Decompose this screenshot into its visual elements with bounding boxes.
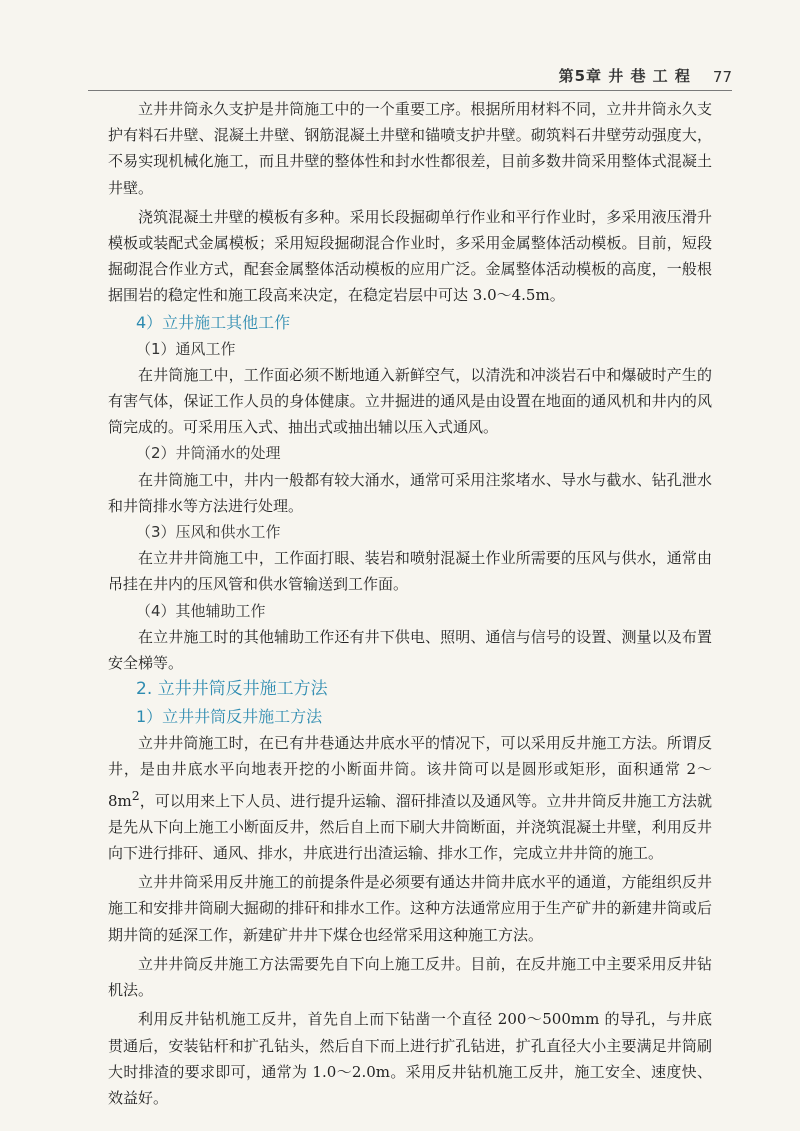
paragraph-text: ，可以用来上下人员、进行提升运输、溜矸排渣以及通风等。立井井筒反井施工方法就是先从下向上施工小断面反井，然后自上而下刷大井筒断面，并浇筑混凝土井壁，利用反井向下进行排矸、通风、排水，井底进行出渣运输、排水工作，完成立井井筒的施工。 <box>108 791 712 863</box>
subsection-heading: （4）其他辅助工作 <box>136 601 266 620</box>
subsection-heading: （3）压风和供水工作 <box>136 523 281 542</box>
paragraph: 利用反井钻机施工反井，首先自上而下钻凿一个直径 200～500mm 的导孔，与井底贯通后，安装钻杆和扩孔钻头，然后自下而上进行扩孔钻进，扩孔直径大小主要满足井筒刷大时排渣的要求即可，通常为 1.0～2.0m。采用反井钻机施工反井，施工安全、速度快、效益好。 <box>108 1010 712 1107</box>
page-number: 77 <box>712 68 732 86</box>
paragraph: 立井井筒永久支护是井筒施工中的一个重要工序。根据所用材料不同，立井井筒永久支护有料石井壁、混凝土井壁、钢筋混凝土井壁和锚喷支护井壁。砌筑料石井壁劳动强度大，不易实现机械化施工，而且井壁的整体性和封水性都很差，目前多数井筒采用整体式混凝土井壁。 <box>108 100 712 197</box>
paragraph: 在立井井筒施工中，工作面打眼、装岩和喷射混凝土作业所需要的压风与供水，通常由吊挂在井内的压风管和供水管输送到工作面。 <box>108 549 712 594</box>
paragraph <box>108 730 712 866</box>
running-header <box>88 60 732 91</box>
paragraph: 立井井筒反井施工方法需要先自下向上施工反井。目前，在反井施工中主要采用反井钻机法。 <box>108 954 712 1000</box>
superscript: 2 <box>131 787 140 803</box>
paragraph: 在立井施工时的其他辅助工作还有井下供电、照明、通信与信号的设置、测量以及布置安全梯等。 <box>108 627 712 673</box>
page-body <box>108 96 712 1111</box>
paragraph: 在井筒施工中，工作面必须不断地通入新鲜空气，以清洗和冲淡岩石中和爆破时产生的有害气体，保证工作人员的身体健康。立井掘进的通风是由设置在地面的通风机和井内的风筒完成的。可采用压入式、抽出式或抽出辅以压入式通风。 <box>108 365 712 437</box>
subsection-heading: （2）井筒涌水的处理 <box>136 444 281 463</box>
section-heading: 2. 立井井筒反井施工方法 <box>136 679 328 700</box>
chapter-title: 第5章 井 巷 工 程 <box>558 67 691 85</box>
subsection-heading: （1）通风工作 <box>136 339 236 358</box>
paragraph: 在井筒施工中，井内一般都有较大涌水，通常可采用注浆堵水、导水与截水、钻孔泄水和井筒排水等方法进行处理。 <box>108 470 712 515</box>
section-heading: 1）立井井筒反井施工方法 <box>136 707 323 727</box>
section-heading: 4）立井施工其他工作 <box>136 312 291 332</box>
paragraph-text: 立井井筒施工时，在已有井巷通达井底水平的情况下，可以采用反井施工方法。所谓反井，是由井底水平向地表开挖的小断面井筒。该井筒可以是圆形或矩形，面积通常 2～8m <box>108 734 712 810</box>
paragraph: 浇筑混凝土井壁的模板有多种。采用长段掘砌单行作业和平行作业时，多采用液压滑升模板或装配式金属模板；采用短段掘砌混合作业时，多采用金属整体活动模板。目前，短段掘砌混合作业方式，配套金属整体活动模板的应用广泛。金属整体活动模板的高度，一般根据围岩的稳定性和施工段高来决定，在稳定岩层中可达 3.0～4.5m。 <box>108 207 712 305</box>
paragraph: 立井井筒采用反井施工的前提条件是必须要有通达井筒井底水平的通道，方能组织反井施工和安排井筒刷大掘砌的排矸和排水工作。这种方法通常应用于生产矿井的新建井筒或后期井筒的延深工作，新建矿井井下煤仓也经常采用这种施工方法。 <box>108 873 712 944</box>
